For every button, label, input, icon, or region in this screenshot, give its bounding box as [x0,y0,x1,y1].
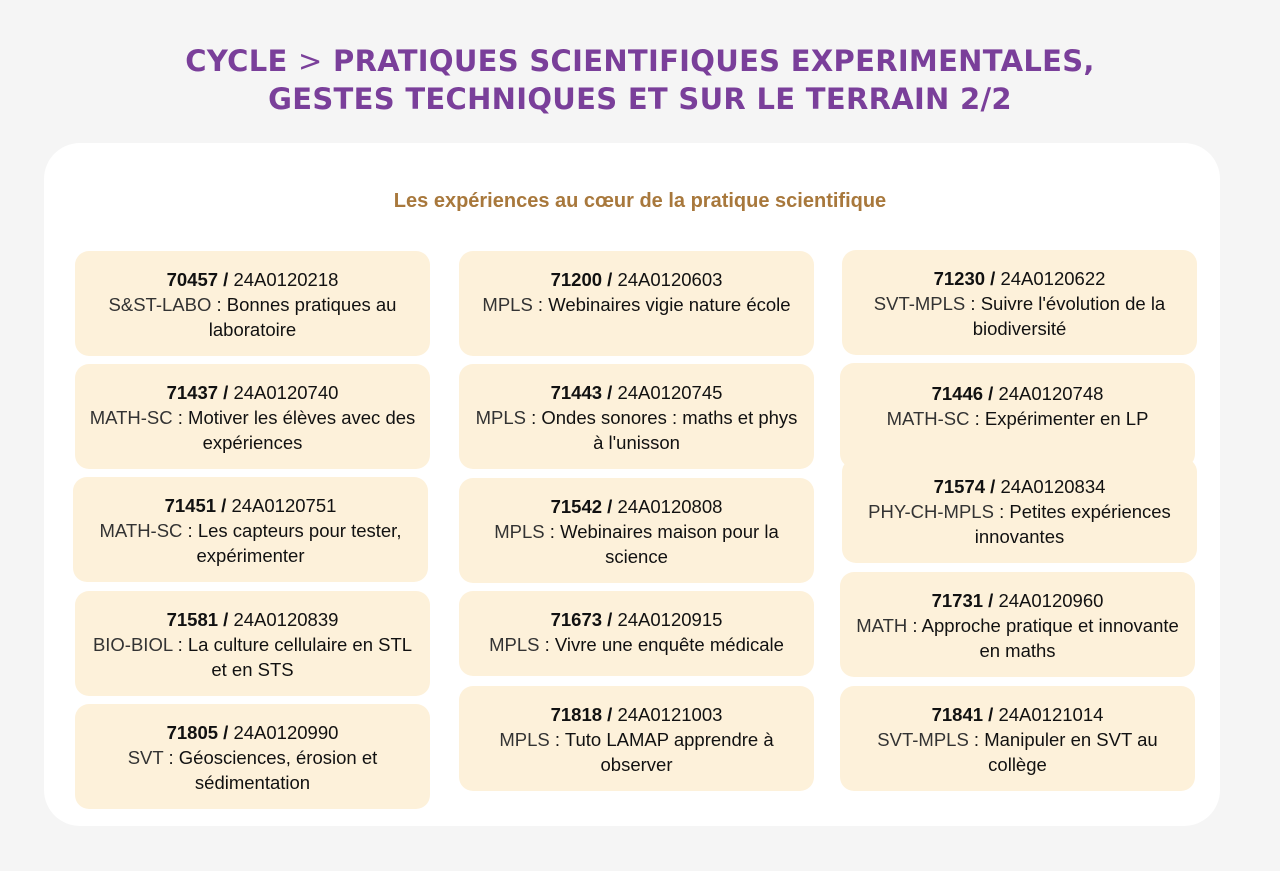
course-title: Petites expériences innovantes [974,501,1171,547]
course-title: Webinaires vigie nature école [548,294,791,315]
course-category: SVT-MPLS [877,729,969,750]
course-card[interactable]: 71841 / 24A0121014 SVT-MPLS : Manipuler en SVT au collège [840,686,1195,791]
course-category: MPLS [494,521,545,542]
course-code: 71673 [550,609,603,630]
title-separator: > [298,44,323,78]
course-category: MATH-SC [99,520,183,541]
course-category: MATH-SC [89,407,173,428]
course-card[interactable]: 70457 / 24A0120218 S&ST-LABO : Bonnes pratiques au laboratoire [75,251,430,356]
course-code: 71451 [164,495,217,516]
section-subtitle: Les expériences au cœur de la pratique scientifique [393,190,887,212]
course-title: Tuto LAMAP apprendre à observer [564,729,774,775]
course-category: MPLS [499,729,550,750]
course-title: Les capteurs pour tester, expérimenter [196,520,402,566]
course-code: 71542 [550,496,603,517]
course-ref: 24A0120960 [998,590,1104,611]
course-title: Ondes sonores : maths et phys à l'unisson [541,407,798,453]
course-code: 71230 [933,268,986,289]
course-card[interactable]: 71805 / 24A0120990 SVT : Géosciences, érosion et sédimentation [75,704,430,809]
course-ref: 24A0120808 [617,496,723,517]
course-title: Expérimenter en LP [984,408,1149,429]
course-category: SVT-MPLS [873,293,966,314]
course-ref: 24A0120839 [233,609,339,630]
title-line-1-text: PRATIQUES SCIENTIFIQUES EXPERIMENTALES, [333,44,1095,78]
course-category: MPLS [482,294,533,315]
course-ref: 24A0120218 [233,269,339,290]
course-card[interactable]: 71818 / 24A0121003 MPLS : Tuto LAMAP apprendre à observer [459,686,814,791]
course-card[interactable]: 71731 / 24A0120960 MATH : Approche pratique et innovante en maths [840,572,1195,677]
course-ref: 24A0121014 [998,704,1104,725]
course-card[interactable]: 71574 / 24A0120834 PHY-CH-MPLS : Petites expériences innovantes [842,458,1197,563]
course-code: 71200 [550,269,603,290]
page-title-line-1 [0,42,1280,80]
course-ref: 24A0120740 [233,382,339,403]
course-title: Manipuler en SVT au collège [984,729,1158,775]
course-code: 71574 [933,476,986,497]
course-category: S&ST-LABO [108,294,212,315]
course-code: 71805 [166,722,219,743]
course-ref: 24A0120622 [1000,268,1106,289]
course-card[interactable]: 71446 / 24A0120748 MATH-SC : Expérimenter en LP [840,363,1195,468]
course-category: MPLS [489,634,540,655]
course-title: Webinaires maison pour la science [560,521,779,567]
course-code: 71818 [550,704,603,725]
course-ref: 24A0120834 [1000,476,1106,497]
course-code: 71581 [166,609,219,630]
course-ref: 24A0120990 [233,722,339,743]
course-code: 71731 [931,590,984,611]
course-card[interactable]: 71200 / 24A0120603 MPLS : Webinaires vigie nature école [459,251,814,356]
title-prefix: CYCLE [185,44,288,78]
course-code: 70457 [166,269,219,290]
page-title [0,42,1280,118]
course-ref: 24A0120915 [617,609,723,630]
course-card[interactable]: 71542 / 24A0120808 MPLS : Webinaires maison pour la science [459,478,814,583]
course-category: MPLS [475,407,526,428]
course-ref: 24A0120751 [231,495,337,516]
course-ref: 24A0120603 [617,269,723,290]
course-card[interactable]: 71230 / 24A0120622 SVT-MPLS : Suivre l'évolution de la biodiversité [842,250,1197,355]
course-card[interactable]: 71673 / 24A0120915 MPLS : Vivre une enquête médicale [459,591,814,676]
course-category: SVT [127,747,164,768]
course-ref: 24A0120745 [617,382,723,403]
course-category: BIO-BIOL [92,634,173,655]
course-card[interactable]: 71451 / 24A0120751 MATH-SC : Les capteurs pour tester, expérimenter [73,477,428,582]
course-category: PHY-CH-MPLS [868,501,994,522]
course-ref: 24A0120748 [998,383,1104,404]
course-title: La culture cellulaire en STL et en STS [187,634,413,680]
course-category: MATH [856,615,908,636]
course-card[interactable]: 71443 / 24A0120745 MPLS : Ondes sonores : maths et phys à l'unisson [459,364,814,469]
course-code: 71443 [550,382,603,403]
course-title: Motiver les élèves avec des expériences [188,407,416,453]
course-card[interactable]: 71581 / 24A0120839 BIO-BIOL : La culture cellulaire en STL et en STS [75,591,430,696]
course-code: 71437 [166,382,219,403]
course-ref: 24A0121003 [617,704,723,725]
course-title: Géosciences, érosion et sédimentation [178,747,378,793]
course-category: MATH-SC [886,408,970,429]
page-title-line-2: GESTES TECHNIQUES ET SUR LE TERRAIN 2/2 [268,82,1012,116]
course-title: Suivre l'évolution de la biodiversité [972,293,1166,339]
course-title: Bonnes pratiques au laboratoire [208,294,397,340]
course-title: Approche pratique et innovante en maths [921,615,1179,661]
course-card[interactable]: 71437 / 24A0120740 MATH-SC : Motiver les élèves avec des expériences [75,364,430,469]
course-code: 71841 [931,704,984,725]
course-title: Vivre une enquête médicale [554,634,784,655]
course-code: 71446 [931,383,984,404]
